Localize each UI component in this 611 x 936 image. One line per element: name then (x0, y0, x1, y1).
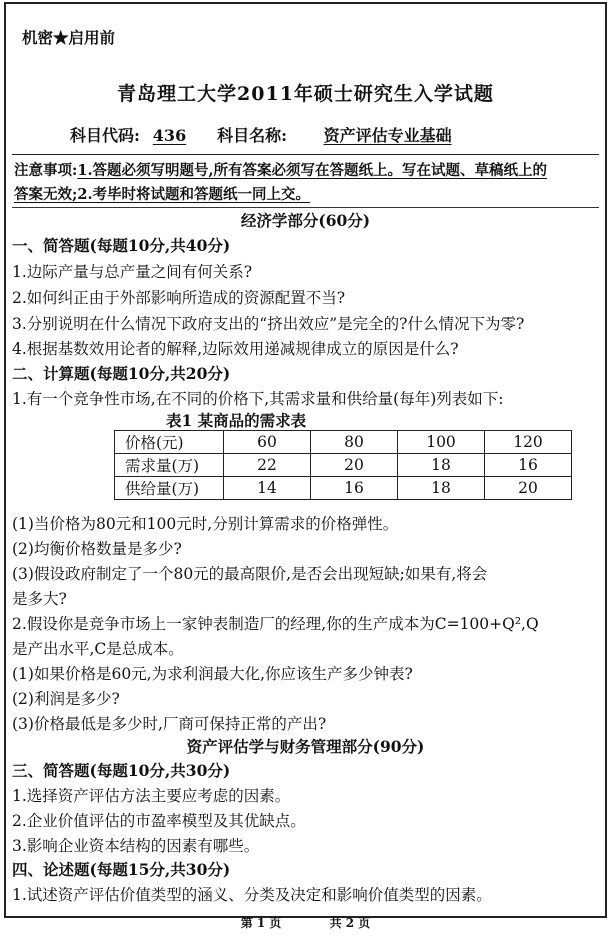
subject-name: 资产评估专业基础 (323, 126, 452, 145)
table-row (115, 477, 572, 500)
table-caption: 表1 某商品的需求表 (166, 411, 307, 430)
notes-line1: 1.答题必须写明题号,所有答案必须写在答题纸上。写在试题、草稿纸上的 (77, 162, 548, 179)
sec1-q4: 4.根据基数效用论者的解释,边际效用递减规律成立的原因是什么? (12, 340, 459, 358)
table-cell: 18 (398, 454, 485, 477)
table-cell: 16 (485, 454, 572, 477)
table-cell: 100 (398, 431, 485, 454)
part2-title: 资产评估学与财务管理部分(90分) (186, 737, 425, 756)
notes-label: 注意事项: (14, 162, 78, 179)
part1-title: 经济学部分(60分) (240, 211, 371, 230)
subject-info (70, 126, 483, 146)
subject-name-label: 科目名称: (217, 126, 287, 145)
table-cell: 20 (311, 454, 398, 477)
sec2-q2-line2: 是产出水平,C是总成本。 (12, 640, 184, 658)
page-number: 第 1 页 (240, 916, 282, 930)
sec2-q1b: (2)均衡价格数量是多少? (12, 540, 182, 558)
subject-code-label: 科目代码: (70, 126, 140, 145)
row-label: 供给量(万) (115, 477, 224, 500)
divider (12, 207, 599, 208)
notes (14, 161, 547, 181)
divider (12, 154, 599, 155)
sec2-q2a: (1)如果价格是60元,为求利润最大化,你应该生产多少钟表? (12, 665, 413, 683)
exam-title: 青岛理工大学2011年硕士研究生入学试题 (117, 83, 494, 105)
page-total: 共 2 页 (329, 916, 371, 930)
table-row (115, 431, 572, 454)
demand-table (114, 430, 572, 500)
sec1-q3: 3.分别说明在什么情况下政府支出的“挤出效应”是完全的?什么情况下为零? (12, 315, 525, 333)
sec3-heading: 三、简答题(每题10分,共30分) (12, 761, 231, 780)
table-cell: 20 (485, 477, 572, 500)
table-cell: 120 (485, 431, 572, 454)
confidential-label: 机密★启用前 (22, 28, 116, 47)
table-cell: 18 (398, 477, 485, 500)
table-cell: 22 (224, 454, 311, 477)
sec2-heading: 二、计算题(每题10分,共20分) (12, 364, 231, 383)
sec3-q3: 3.影响企业资本结构的因素有哪些。 (12, 837, 260, 855)
sec4-heading: 四、论述题(每题15分,共30分) (12, 860, 231, 879)
table-cell: 60 (224, 431, 311, 454)
sec3-q2: 2.企业价值评估的市盈率模型及其优缺点。 (12, 812, 306, 830)
sec2-q2b: (2)利润是多少? (12, 690, 120, 708)
table-row (115, 454, 572, 477)
row-label: 需求量(万) (115, 454, 224, 477)
sec3-q1: 1.选择资产评估方法主要应考虑的因素。 (12, 787, 291, 805)
sec1-heading: 一、简答题(每题10分,共40分) (12, 236, 231, 255)
sec2-q2c: (3)价格最低是多少时,厂商可保持正常的产出? (12, 715, 327, 733)
subject-code: 436 (152, 126, 187, 145)
table-cell: 14 (224, 477, 311, 500)
exam-page (4, 2, 607, 918)
page-footer (0, 914, 611, 931)
sec2-q1c-line1: (3)假设政府制定了一个80元的最高限价,是否会出现短缺;如果有,将会 (12, 565, 488, 583)
sec1-q2: 2.如何纠正由于外部影响所造成的资源配置不当? (12, 289, 346, 307)
sec2-q1c-line2: 是多大? (12, 590, 67, 608)
table-cell: 80 (311, 431, 398, 454)
row-label: 价格(元) (115, 431, 224, 454)
sec2-q1: 1.有一个竞争性市场,在不同的价格下,其需求量和供给量(每年)列表如下: (12, 390, 504, 408)
notes-line2: 答案无效;2.考毕时将试题和答题纸一同上交。 (14, 186, 310, 203)
sec2-q2-line1: 2.假设你是竞争市场上一家钟表制造厂的经理,你的生产成本为C=100+Q²,Q (12, 615, 539, 633)
sec1-q1: 1.边际产量与总产量之间有何关系? (12, 263, 253, 281)
sec4-q1: 1.试述资产评估价值类型的涵义、分类及决定和影响价值类型的因素。 (12, 886, 492, 904)
sec2-q1a: (1)当价格为80元和100元时,分别计算需求的价格弹性。 (12, 515, 399, 533)
table-cell: 16 (311, 477, 398, 500)
